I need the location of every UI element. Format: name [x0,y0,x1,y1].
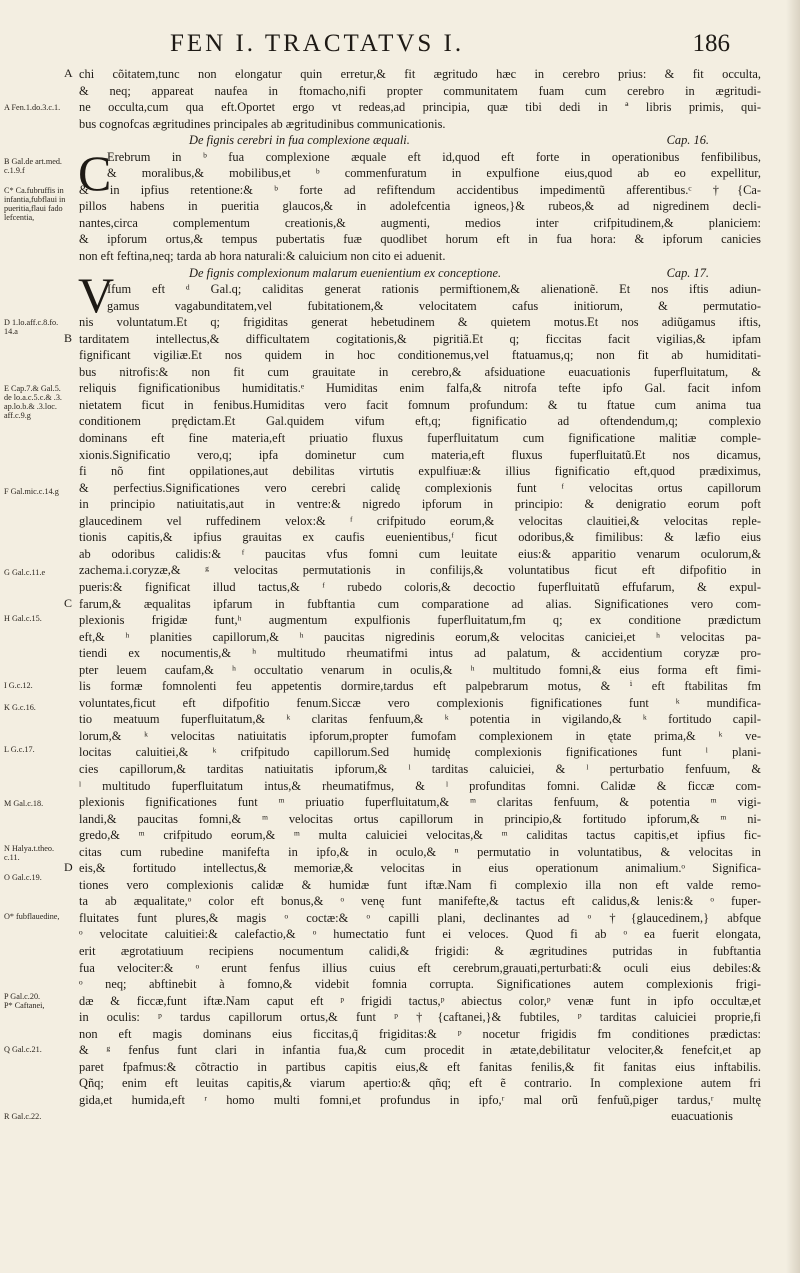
text-line: cies capillorum,& tarditas natiuitatis ipforum,& ˡ tarditas caluiciei, & ˡ perturbatio fenfuum, & [79,761,761,776]
chapter-number: Cap. 17. [666,265,709,280]
margin-note [4,318,78,336]
chapter-heading: De fignis complexionum malarum euenientium ex conceptione. [189,265,502,280]
text-line: lorum,& ᵏ velocitas natiuitatis ipforum,propter fumofam complexionem in ętate prima,& ᵏ ve- [79,728,761,743]
text-line: ta ab æqualitate,ᵒ color eft bonus,& ᵒ venę funt manifefte,& tactus eft calidus,& lenis:& ᵒ fuper- [79,894,761,909]
text-line: dominans eft fine materia,eft priuatio fluxus fuperfluitatum cum fignificatione malitiæ comple- [79,431,761,446]
text-line: tarditatem intellectus,& difficultatem cogitationis,& pigritiã.Et q; ficcitas facit vigilias,& ipfam [79,331,761,346]
text-line: pueris:& fignificat illud tactus,& ᶠ rubedo coloris,& decoctio fuperfluitatũ effufarum, & expul- [79,579,761,594]
margin-note [4,1112,78,1121]
text-line: eft,& ʰ planities capillorum,& ʰ paucitas nigredinis eorum,& velocitas caniciei,et ʰ velocitas pa- [79,629,761,644]
margin-note-line: P Gal.c.20. [4,992,41,1001]
margin-note-line: G Gal.c.11.e [4,568,46,577]
text-line: ᵒ velocitate caluitiei:& calefactio,& ᵒ humectatio funt ei veloces. Quod fi ab ᵒ ea fuerit elongata, [79,927,761,942]
margin-note-line: H Gal.c.15. [4,614,42,623]
margin-note-line: P* Caftanei, [4,1001,45,1010]
margin-note-line: N Halya.t.theo. [4,844,55,853]
text-line: & ᵍ fenfus funt clari in infantia fua,& cum procedit in ætate,debilitatur velociter,& fenefcit,et ap [79,1043,761,1058]
text-line: nis voluntatum.Et q; frigiditas generat hebetudinem & quietem motus.Et nos adiũgamus iftis, [79,315,761,330]
margin-note-line: F Gal.mic.c.14.g [4,487,59,496]
text-line: fua velociter:& ᵒ erunt fenfus illius cuius eft cerebrum,grauati,perturbati:& oculi eius debiles:& [79,960,761,975]
text-line: pter leuem caufam,& ʰ occultatio venarum in oculis,& ʰ multitudo fomni,& eius forma eft fimi- [79,662,761,677]
text-line: fi nõ fint oppilationes,aut debilitas virtutis expulfiuæ:& illius fignificatio eft,quod prædiximus, [79,464,761,479]
text-line: gredo,& ᵐ crifpitudo eorum,& ᵐ multa caluiciei velocitas,& ᵐ caliditas tactus capitis,et ipfius fic- [79,828,761,843]
margin-note [4,992,78,1010]
margin-note-line: Q Gal.c.21. [4,1045,42,1054]
text-line: conditionem prędictam.Et Gal.quidem vifum eft,q; fignificatio ad oftendendum,q; complexio [79,414,761,429]
text-line: eis,& fortitudo intellectus,& memoriæ,& velocitas in eius operationum animalium.ᵒ Significa- [79,861,761,876]
text-line: & neq; appareat naufea in ftomacho,nifi propter communitatem fuam cum cerebro in ægritudi- [79,83,761,98]
text-body [79,66,761,1125]
margin-note [4,873,78,882]
text-line: locitas caluitiei,& ᵏ crifpitudo capillorum.Sed humidę complexionis fignificationes funt ˡ plani- [79,745,761,760]
text-line: lis formæ fomnolenti feu appetentis dormire,tardus eft palpebrarum motus, & ⁱ eft ftabilitas fm [79,679,761,694]
margin-note-line: c.1.9.f [4,166,25,175]
text-line: euacuationis [671,1109,733,1124]
folio-number: 186 [692,30,730,57]
margin-note [4,703,78,712]
margin-note [4,844,78,862]
text-line: farum,& æqualitas ipfarum in fubftantia cum comparatione ad alias. Significationes vero com- [79,596,761,611]
text-line: bus cognofcas ægritudines principales ab ægritudinibus communicationis. [79,116,446,131]
chapter-number: Cap. 16. [666,133,709,148]
text-line: ab odoribus calidis:& ᶠ paucitas vfus fomni cum leuitate eius:& apparitio venarum oculorum,& [79,546,761,561]
text-line: voluntates,ficut eft difpofitio fenum.Siccæ vero complexionis fignificationes funt ᵏ mundifica- [79,695,761,710]
text-line: in principio natiuitatis,aut in ventre:& nigredo ipforum in principio: & denigratio eorum poft [79,497,761,512]
margin-note [4,745,78,754]
margin-note [4,186,78,222]
text-line: ne occulta,cum qua eft.Oportet ergo vt redeas,ad principia, quæ tibi dedi in ª libris primis, qui- [79,100,761,115]
margin-note [4,384,78,420]
text-line: ᵒ neq; abftinebit à fomno,& videbit fomnia corrupta. Significationes autem complexionis frigi- [79,977,761,992]
text-line [79,132,761,149]
text-line: Qñq; enim eft leuitas capitis,& viarum apertio:& qñq; eft ẽ contrario. In complexione autem fri [79,1076,761,1091]
text-line: non eft feftina,neq; tarda ab hora naturali:& caluicium non cito ei aduenit. [79,249,446,264]
text-line: erit ægrotatiuum recipiens nocumentum calidi,& frigidi: & ægritudines putridas in fubftantia [79,943,761,958]
margin-note-line: de lo.a.c.5.c.& .3. [4,393,62,402]
text-line: nantes,circa complementum creationis,& augmenti, medios inter crifpitudinem,& planiciem: [79,215,761,230]
text-line: plexionis frigidæ funt,ʰ augmentum expulfionis fuperfluitatum,fm q; ex conditione prædictum [79,613,761,628]
margin-note-line: O* fubflauedine, [4,912,60,921]
text-line: gida,et humida,eft ʳ homo multi fomni,et profundus in ipfo,ʳ mal orũ fenfuũ,piger tardus,ʳ multę [79,1092,761,1107]
text-line: tiones vero complexionis calidæ & humidæ funt iftæ.Nam fi complexio illa non eft valde remo- [79,877,761,892]
margin-note [4,799,78,808]
margin-note [4,157,78,175]
text-line: gamus vagabunditatem,vel fubitationem,& velocitatem cafus initiorum, & permutatio- [107,298,761,313]
drop-cap-c: C [78,145,112,201]
text-line: in oculis: ᵖ tardus capillorum ortus,& funt ᵖ †{caftanei,}& fubtiles, ᵖ tarditas caluiciei proprie,fi [79,1010,761,1025]
running-title: FEN I. TRACTATVS I. [170,30,465,57]
sigla-b: B [64,331,73,345]
text-line: Ifum eft ᵈ Gal.q; caliditas generat rationis permiftionem,& alienationẽ. Et nos iftis adiun- [107,282,761,297]
text-line: & in ipfius retentione:& ᵇ forte ad refiftendum accidentibus impedimentũ afferentibus.ᶜ †{Ca- [79,182,761,197]
chapter-heading: De fignis cerebri in fua complexione æquali. [189,133,410,148]
margin-note-line: A Fen.1.do.3.c.1. [4,103,61,112]
text-line: tiendi ex nocumentis,& ʰ multitudo rheumatifmi intus ad palatum, & accidentium coryzæ pro- [79,646,761,661]
text-line [79,265,761,282]
margin-note [4,568,78,577]
running-header [60,30,730,60]
text-line: Erebrum in ᵇ fua complexione æquale eft id,quod eft forte in operationibus fenfibilibus, [107,149,761,164]
sigla-a: A [64,66,73,80]
drop-cap-v: V [78,267,115,323]
margin-note-line: L G.c.17. [4,745,35,754]
text-line: tionis capitis,& ipfius grauitas ex caufis euenientibus,ᶠ ficut odoribus,& fimilibus: & læfio eius [79,530,761,545]
text-line: & perfectius.Significationes vero cerebri calidę complexionis funt ᶠ velocitas ortus capillorum [79,480,761,495]
text-line: pillos habens in pueritia glaucos,& in adolefcentia igneos,}& rubeos,& ad nigredinem decli- [79,199,761,214]
margin-note [4,1045,78,1054]
sigla-c: C [64,596,73,610]
text-line: & moralibus,& mobilibus,et ᵇ commenfuratum in expulfione eius,quod ab eo expellitur, [107,166,761,181]
text-line: citas cum rubedine manifefta in ipfo,& in oculo,& ⁿ permutatio in voluntatibus, & velocitas in [79,844,761,859]
margin-note-line: E Cap.7.& Gal.5. [4,384,61,393]
text-line: plexionis fignificationes funt ᵐ priuatio fuperfluitatum,& ᵐ claritas fenfuum, & potentia ᵐ vigi- [79,795,761,810]
margin-note-line: K G.c.16. [4,703,36,712]
margin-note [4,103,78,112]
margin-note-line: infantia,fubflaui in [4,195,66,204]
text-line: fluitates funt plures,& magis ᵒ coctæ:& ᵒ capilli plani, declinantes ad ᵒ †{glaucedinem,} abfque [79,910,761,925]
margin-note-line: pueritia,flaui fado [4,204,63,213]
margin-note [4,614,78,623]
text-line: fignificant vigiliæ.Et nos quidem in hoc conditionemus,vel ftatuamus,q; non fit ab humiditati- [79,348,761,363]
text-line: reliquis fignificationibus humiditatis.ᵉ Humiditas enim falfa,& nitrofa tefte ipfo Gal. facit infom [79,381,761,396]
margin-note-line: c.11. [4,853,20,862]
text-line: & ipforum ortus,& tempus pubertatis fuæ quodlibet horum eft in fua hora: & ipforum canicies [79,232,761,247]
page-edge-shadow [786,0,800,1273]
margin-note-line: D 1.lo.aff.c.8.fo. [4,318,59,327]
text-line: landi,& paucitas fomni,& ᵐ velocitas ortus capillorum in principio,& fortitudo ipforum,& ᵐ ni- [79,811,761,826]
text-line: non eft magis dominans eius ficcitas,q̃ frigiditas:& ᵖ nocetur frigidis fm conditiones prædictas: [79,1026,761,1041]
margin-note-line: B Gal.de art.med. [4,157,62,166]
text-line: xionis.Significatio vero,q; ipfa dominetur cum materia,eft fluxus fuperfluitatũ.Et nos dicamus, [79,447,761,462]
margin-note [4,912,78,921]
sigla-d: D [64,860,73,874]
text-line: dæ & ficcæ,funt iftæ.Nam caput eft ᵖ frigidi tactus,ᵖ abiectus color,ᵖ venæ funt in ipfo occultæ,et [79,993,761,1008]
margin-note-line: I G.c.12. [4,681,33,690]
text-line: ˡ multitudo fuperfluitatum intus,& rheumatifmus, & ˡ profunditas fomni. Calidæ & ficcæ com- [79,778,761,793]
margin-note-line: R Gal.c.22. [4,1112,42,1121]
margin-note-line: M Gal.c.18. [4,799,44,808]
text-line: zachema.i.coryzæ,& ᵍ velocitas permutationis in confilijs,& voluntatibus ficut eft difpofitio in [79,563,761,578]
margin-note [4,487,78,496]
margin-note-line: C* Ca.fubruffis in [4,186,64,195]
text-line: paret fpafmus:& cõtractio in partibus capitis eius,& eft fanitas fenilis,& fit fanitas eius inftabilis. [79,1059,761,1074]
margin-note-line: 14.a [4,327,18,336]
text-line: chi cõitatem,tunc non elongatur quin erretur,& fit ægritudo hæc in cerebro prius: & fit occulta, [79,67,761,81]
margin-note-line: lefcentia, [4,213,35,222]
margin-note-line: ap.lo.b.& .3.loc. [4,402,57,411]
text-line: nietatem ficut in fenibus.Humiditas vero facit fomnum profundum: & tu ftatue cum anima tua [79,397,761,412]
margin-note-line: O Gal.c.19. [4,873,42,882]
text-line: glaucedinem vel ruffedinem velox:& ᶠ crifpitudo eorum,& velocitas clauitiei,& velocitas reple- [79,513,761,528]
margin-note [4,681,78,690]
text-line: tio meatuum fuperfluitatum,& ᵏ claritas fenfuum,& ᵏ potentia in vigilando,& ᵏ fortitudo capil- [79,712,761,727]
text-line: bus nitrofis:& non fit cum grauitate in cerebro,& afsiduatione euacuationis fuperfluitatum, & [79,364,761,379]
margin-note-line: aff.c.9.g [4,411,31,420]
